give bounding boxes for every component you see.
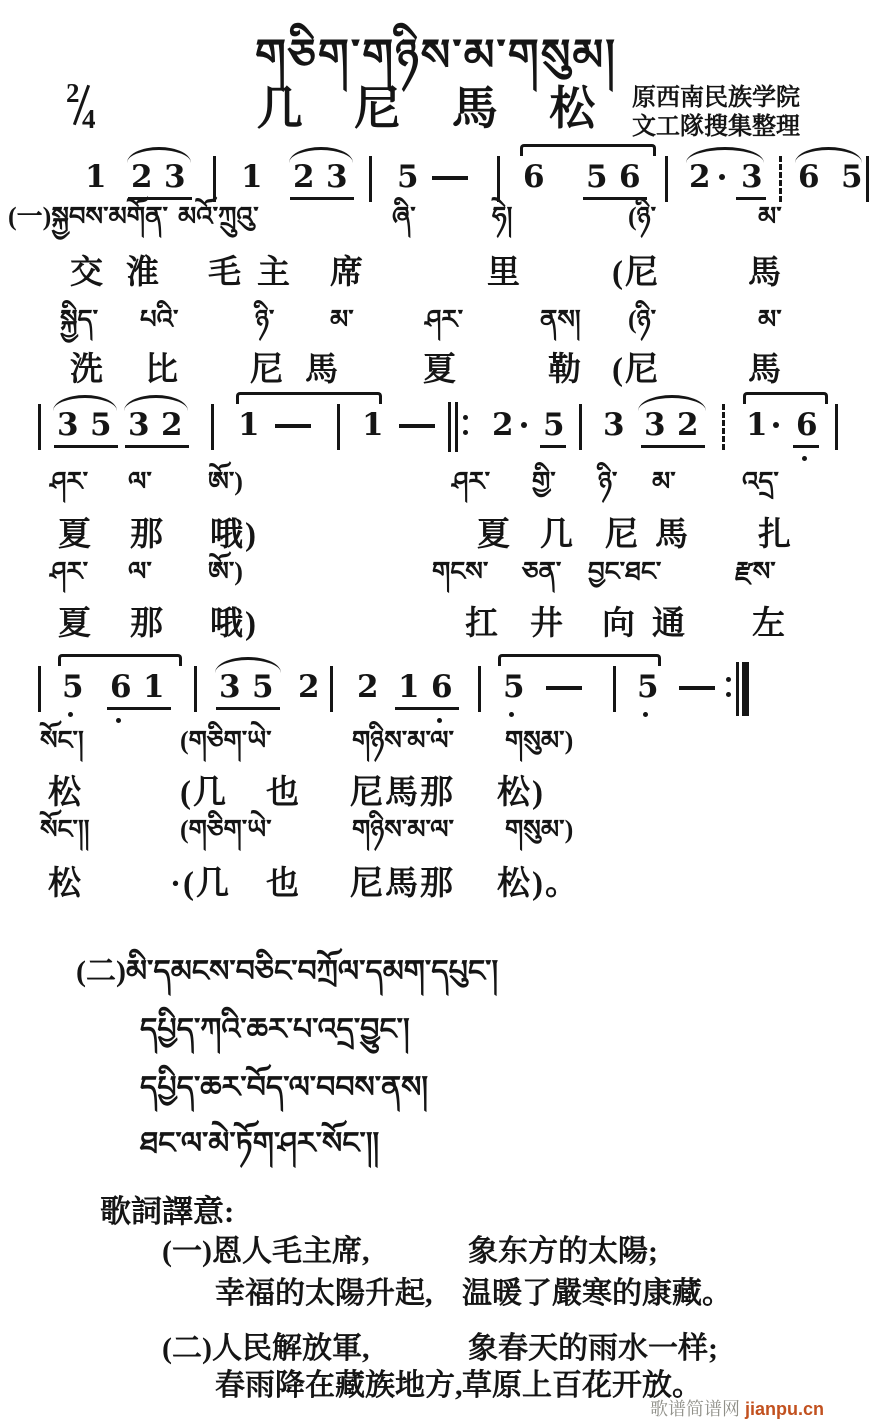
chinese-syllable: 席 — [330, 255, 365, 291]
translation-cell-5: (二)人民解放軍, — [162, 1332, 370, 1365]
duration-dash — [546, 686, 582, 690]
chinese-syllable: 毛 — [208, 255, 243, 291]
repeat-dot — [463, 415, 468, 420]
eighth-underline — [583, 197, 647, 200]
note-2: 2 — [161, 407, 183, 443]
barline — [369, 156, 372, 202]
chinese-syllable: (几 — [180, 775, 228, 811]
barline — [194, 666, 197, 712]
note-6: 6 — [431, 669, 453, 705]
tibetan-syllable: རྫས་ — [735, 557, 776, 586]
eighth-underline — [54, 445, 118, 448]
verse2-line-4: ཐང་ལ་མེ་ཏོག་ཤར་སོང་།། — [140, 1127, 380, 1160]
eighth-underline — [128, 197, 192, 200]
repeat-dot — [463, 430, 468, 435]
tibetan-syllable: འདྲ་ — [742, 467, 779, 496]
note-3: 3 — [326, 159, 348, 195]
note-2: 2 — [298, 669, 320, 705]
note-3: 3 — [603, 407, 625, 443]
note-3: 3 — [741, 159, 763, 195]
tibetan-syllable: ཤར་ — [50, 467, 89, 496]
chinese-syllable: 馬 — [655, 517, 690, 553]
tibetan-syllable: ཅན་ — [522, 557, 562, 586]
note-6: 6 — [798, 159, 820, 195]
chinese-syllable: 扎 — [758, 517, 793, 553]
note-3: 3 — [219, 669, 241, 705]
chinese-syllable: 馬 — [748, 352, 783, 388]
note-1: 1 — [398, 669, 420, 705]
tibetan-syllable: ཞི་ — [392, 202, 416, 231]
note-5: 5 — [586, 159, 608, 195]
verse2-line-1: (二)མི་དམངས་བཅིང་བཀྲོལ་དམག་དཔུང་། — [76, 955, 499, 988]
chinese-syllable: (尼 — [612, 255, 660, 291]
tibetan-syllable: (གཅིག་ཡེ་ — [180, 726, 272, 755]
barline — [497, 156, 500, 202]
note-2: 2 — [357, 669, 379, 705]
chinese-syllable: 松)。 — [497, 866, 580, 902]
tibetan-syllable: གཉིས་མ་ལ་ — [352, 815, 454, 844]
barline — [330, 666, 333, 712]
tibetan-syllable: ཨོ་) — [208, 557, 243, 586]
chinese-syllable: 松 — [48, 775, 83, 811]
tibetan-syllable: ལ་ — [128, 467, 152, 496]
chinese-syllable: 哦) — [210, 517, 258, 553]
chinese-syllable: 通 — [652, 606, 687, 642]
chinese-syllable: 夏 — [58, 517, 93, 553]
chinese-syllable: 向 — [602, 606, 637, 642]
chinese-syllable: 尼 — [605, 517, 640, 553]
chinese-syllable: ·(几 — [170, 866, 231, 902]
repeat-barline — [736, 662, 739, 716]
chinese-syllable: (尼 — [612, 352, 660, 388]
eighth-underline — [107, 707, 171, 710]
translation-cell-3: 幸福的太陽升起, — [215, 1277, 433, 1310]
chinese-syllable: 尼 — [250, 352, 285, 388]
note-3: 3 — [57, 407, 79, 443]
chinese-syllable: 夏 — [423, 352, 458, 388]
repeat-barline — [448, 402, 451, 452]
chinese-syllable: 夏 — [58, 606, 93, 642]
note-6: 6 — [523, 159, 545, 195]
chinese-syllable: 里 — [487, 255, 522, 291]
translation-cell-7: 春雨降在藏族地方, — [215, 1369, 463, 1402]
chinese-syllable: 井 — [530, 606, 565, 642]
eighth-underline — [216, 707, 280, 710]
tibetan-syllable: ཤར་ — [50, 557, 89, 586]
duration-dash — [679, 686, 715, 690]
translation-cell-4: 温暖了嚴寒的康藏。 — [462, 1277, 732, 1310]
note-5: 5 — [637, 669, 659, 705]
note-1: 1 — [362, 407, 384, 443]
tibetan-syllable: ཤར་ — [452, 467, 491, 496]
duration-dash — [275, 424, 311, 428]
tibetan-syllable: པའི་ — [140, 305, 179, 334]
note-1: 1 — [143, 669, 165, 705]
lyric-row-11 — [0, 815, 872, 865]
chinese-syllable: 洗 — [70, 352, 105, 388]
lyric-row-1 — [0, 202, 872, 252]
duration-dash — [399, 424, 435, 428]
song-title: 几 尼 馬 松 — [256, 83, 616, 134]
note-1: 1 — [85, 159, 107, 195]
tibetan-syllable: མ་ — [330, 305, 354, 334]
note-5: 5 — [503, 669, 525, 705]
lyric-row-2 — [0, 255, 872, 305]
tibetan-syllable: མ་ — [758, 202, 782, 231]
chinese-syllable: 左 — [752, 606, 787, 642]
lyric-row-7 — [0, 557, 872, 607]
barline — [613, 666, 616, 712]
tibetan-syllable: གྱི་ — [532, 467, 556, 496]
eighth-underline — [641, 445, 705, 448]
chinese-syllable: 尼馬那 — [350, 775, 455, 811]
tibetan-syllable: གསུམ་) — [505, 815, 574, 844]
chinese-syllable: 尼馬那 — [350, 866, 455, 902]
note-6: 6 — [619, 159, 641, 195]
note-3: 3 — [644, 407, 666, 443]
tie-bracket — [520, 144, 656, 156]
credit-line-1: 原西南民族学院 — [632, 85, 800, 111]
tibetan-syllable: (གཅིག་ཡེ་ — [180, 815, 272, 844]
site-name: 歌谱简谱网 — [650, 1399, 746, 1419]
note-3: 3 — [164, 159, 186, 195]
repeat-dot — [726, 692, 731, 697]
repeat-end-sign — [726, 664, 750, 714]
site-watermark — [650, 1395, 824, 1421]
tibetan-syllable: (一)སྐྱབས་མགོན་ — [8, 202, 168, 231]
tibetan-syllable: གསུམ་) — [505, 726, 574, 755]
tibetan-syllable: མ་ — [652, 467, 676, 496]
eighth-underline — [290, 197, 354, 200]
note-6: 6 — [796, 407, 818, 443]
translation-cell-6: 象春天的雨水一样; — [468, 1332, 718, 1365]
eighth-underline — [540, 445, 566, 448]
barline — [213, 156, 216, 202]
translation-cell-1: (一)恩人毛主席, — [162, 1235, 370, 1268]
music-line-3 — [0, 669, 872, 732]
chinese-syllable: 扛 — [465, 606, 500, 642]
chinese-syllable: 主 — [257, 255, 292, 291]
chinese-syllable: 馬 — [748, 255, 783, 291]
note-2: 2 — [293, 159, 315, 195]
verse2-line-3: དཔྱིད་ཆར་བོད་ལ་བབས་ནས། — [140, 1071, 429, 1104]
lyric-row-12 — [0, 866, 872, 916]
augmentation-dot — [773, 422, 779, 428]
note-6: 6 — [110, 669, 132, 705]
note-2: 2 — [131, 159, 153, 195]
duration-dash — [432, 176, 468, 180]
tibetan-syllable: མ་ — [758, 305, 782, 334]
chinese-syllable: 松) — [497, 775, 545, 811]
tibetan-syllable: ལ་ — [128, 557, 152, 586]
dashed-barline — [722, 404, 728, 450]
barline — [211, 404, 214, 450]
chinese-syllable: 比 — [145, 352, 180, 388]
repeat-start-sign — [448, 402, 472, 452]
chinese-syllable: 松 — [48, 866, 83, 902]
tibetan-syllable: ནས། — [540, 305, 581, 334]
credit-line-2: 文工隊搜集整理 — [632, 114, 800, 140]
note-5: 5 — [90, 407, 112, 443]
chinese-syllable: 勒 — [548, 352, 583, 388]
time-signature-denominator: 4 — [82, 104, 96, 134]
chinese-syllable: 交 — [70, 255, 105, 291]
note-2: 2 — [689, 159, 711, 195]
note-2: 2 — [492, 407, 514, 443]
note-5: 5 — [397, 159, 419, 195]
barline — [579, 404, 582, 450]
eighth-underline — [793, 445, 819, 448]
augmentation-dot — [521, 422, 527, 428]
lyric-row-4 — [0, 352, 872, 402]
chinese-syllable: 那 — [130, 606, 165, 642]
dashed-barline — [779, 156, 785, 202]
eighth-underline — [395, 707, 459, 710]
tibetan-syllable: བྱང་ཐང་ — [588, 557, 662, 586]
barline — [866, 156, 869, 202]
tibetan-title: གཅིག་གཉིས་མ་གསུམ། — [254, 31, 618, 80]
tibetan-syllable: (ཉི་ — [628, 202, 657, 231]
chinese-syllable: 也 — [266, 866, 301, 902]
eighth-underline — [736, 197, 766, 200]
chinese-syllable: 哦) — [210, 606, 258, 642]
note-5: 5 — [252, 669, 274, 705]
chinese-syllable: 淮 — [126, 255, 161, 291]
note-5: 5 — [841, 159, 863, 195]
tibetan-syllable: སོང་།། — [40, 815, 90, 844]
lyric-row-3 — [0, 305, 872, 355]
tibetan-syllable: ཨོ་) — [208, 467, 243, 496]
barline — [38, 666, 41, 712]
barline — [337, 404, 340, 450]
note-1: 1 — [238, 407, 260, 443]
time-signature-numerator: 2 — [66, 78, 80, 108]
lyric-row-8 — [0, 606, 872, 656]
augmentation-dot — [719, 174, 725, 180]
music-line-2 — [0, 407, 872, 470]
translation-heading: 歌詞譯意: — [100, 1194, 235, 1229]
note-2: 2 — [677, 407, 699, 443]
chinese-syllable: 那 — [130, 517, 165, 553]
tibetan-syllable: ཉི་ — [598, 467, 618, 496]
tibetan-syllable: ཉི་ — [255, 305, 275, 334]
repeat-dot — [726, 677, 731, 682]
repeat-barline — [742, 662, 749, 716]
barline — [38, 404, 41, 450]
note-5: 5 — [62, 669, 84, 705]
eighth-underline — [125, 445, 189, 448]
chinese-syllable: 几 — [540, 517, 575, 553]
lyric-row-5 — [0, 467, 872, 517]
lyric-row-9 — [0, 726, 872, 776]
credits — [632, 84, 800, 142]
barline — [835, 404, 838, 450]
translation-cell-2: 象东方的太陽; — [468, 1235, 658, 1268]
chinese-syllable: 夏 — [477, 517, 512, 553]
tibetan-syllable: གཉིས་མ་ལ་ — [352, 726, 454, 755]
tibetan-syllable: སོང་། — [40, 726, 84, 755]
repeat-barline — [455, 402, 458, 452]
chinese-syllable: 馬 — [305, 352, 340, 388]
note-1: 1 — [241, 159, 263, 195]
tibetan-syllable: མའོ་ཀྲུའུ་ — [178, 202, 259, 231]
site-domain-link[interactable]: jianpu.cn — [745, 1399, 825, 1419]
barline — [665, 156, 668, 202]
note-3: 3 — [128, 407, 150, 443]
tibetan-syllable: ཧེ། — [492, 202, 513, 231]
chinese-syllable: 也 — [266, 775, 301, 811]
tibetan-syllable: (ཉི་ — [628, 305, 657, 334]
note-5: 5 — [543, 407, 565, 443]
tibetan-syllable: གངས་ — [432, 557, 489, 586]
barline — [478, 666, 481, 712]
tibetan-syllable: ཤར་ — [425, 305, 464, 334]
translation-cell-8: 草原上百花开放。 — [462, 1369, 702, 1402]
tibetan-syllable: སྐྱིད་ — [60, 305, 99, 334]
verse2-line-2: དཔྱིད་ཀའི་ཆར་པ་འདྲ་བྱུང་། — [140, 1013, 410, 1046]
note-1: 1 — [746, 407, 768, 443]
